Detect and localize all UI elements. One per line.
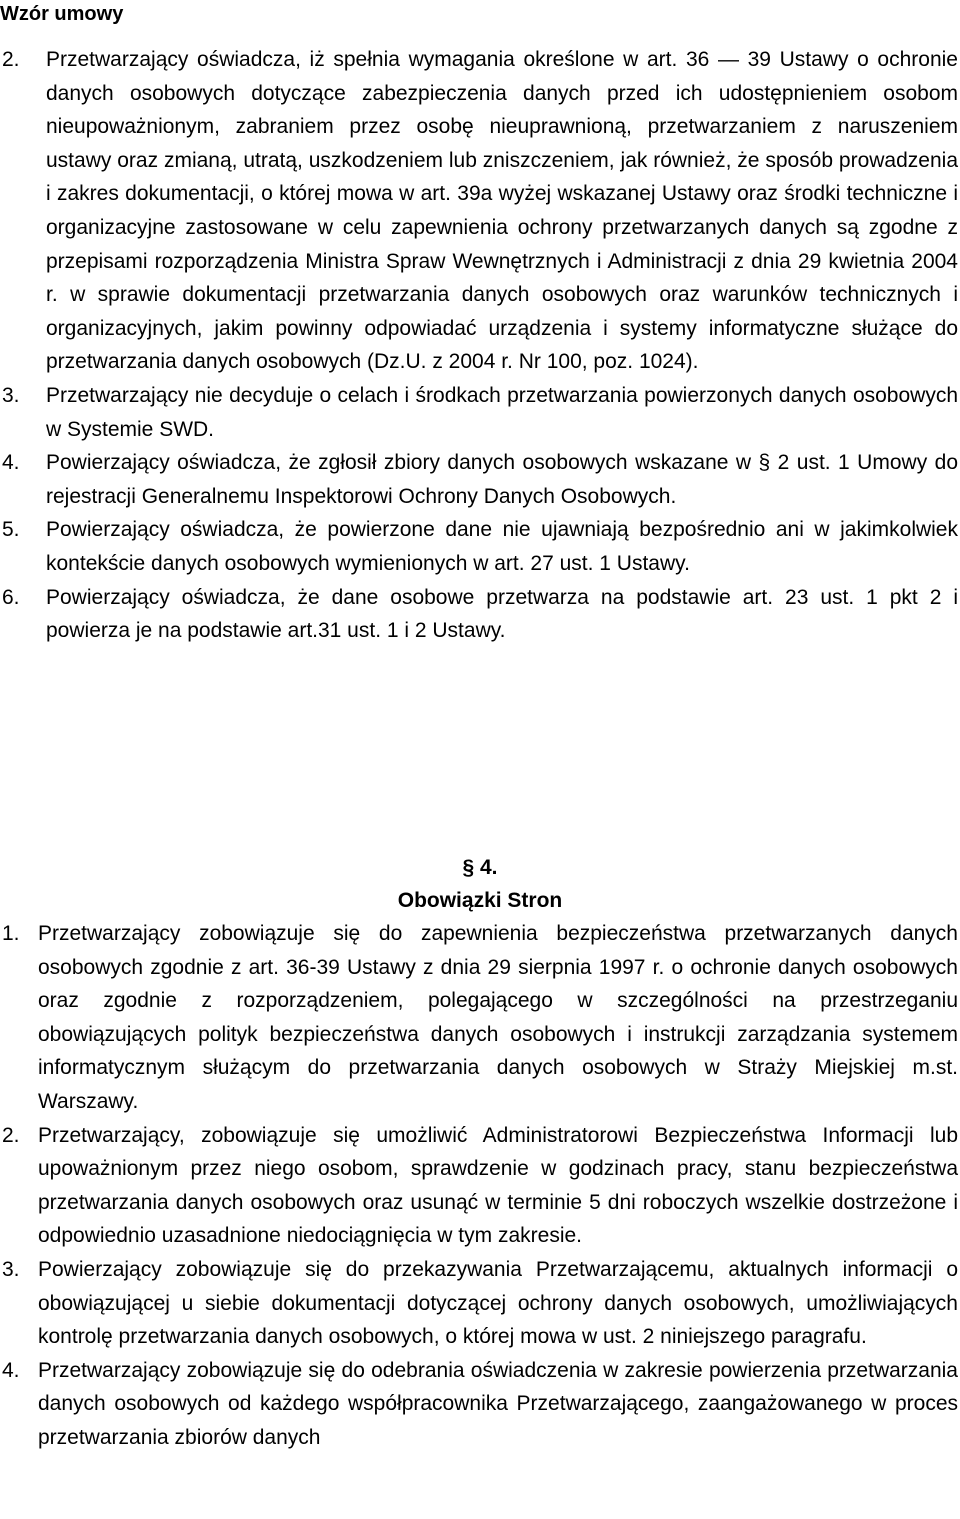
document-header: Wzór umowy	[0, 3, 124, 25]
clauses-list-before	[0, 43, 958, 648]
clause-number: 4.	[2, 451, 20, 475]
clause-text: Przetwarzający nie decyduje o celach i środkach przetwarzania powierzonych danych osobowych w Systemie SWD.	[46, 383, 958, 441]
clause-number: 3.	[2, 1257, 20, 1281]
clause-item	[0, 1119, 958, 1253]
clause-text: Powierzający zobowiązuje się do przekazywania Przetwarzającemu, aktualnych informacji o obowiązującej u siebie dokumentacji dotyczącej ochrony danych osobowych, umożliwiających kontrolę przetwarzania danych osobowych, o której mowa w ust. 2 niniejszego paragrafu.	[38, 1257, 958, 1349]
section-title: Obowiązki Stron	[397, 889, 563, 912]
clause-text: Powierzający oświadcza, że powierzone dane nie ujawniają bezpośrednio ani w jakimkolwiek kontekście danych osobowych wymienionych w art. 27 ust. 1 Ustawy.	[46, 518, 958, 575]
clause-number: 4.	[2, 1358, 20, 1382]
clause-number: 2.	[2, 1123, 20, 1147]
clause-item	[0, 1354, 958, 1455]
clause-text: Powierzający oświadcza, że zgłosił zbiory danych osobowych wskazane w § 2 ust. 1 Umowy do rejestracji Generalnemu Inspektorowi Ochrony Danych Osobowych.	[46, 451, 958, 508]
clause-number: 5.	[2, 518, 20, 542]
clause-number: 6.	[2, 585, 20, 609]
clause-number: 3.	[2, 383, 20, 407]
clause-text: Przetwarzający zobowiązuje się do odebrania oświadczenia w zakresie powierzenia przetwarzania danych osobowych od każdego współpracownika Przetwarzającego, zaangażowanego w proces przetwarzania zbiorów danych	[38, 1358, 958, 1449]
clause-number: 1.	[2, 922, 20, 945]
clause-text: Powierzający oświadcza, że dane osobowe przetwarza na podstawie art. 23 ust. 1 pkt 2 i powierza je na podstawie art.31 ust. 1 i 2 Ustawy.	[46, 585, 958, 643]
clause-text: Przetwarzający zobowiązuje się do zapewnienia bezpieczeństwa przetwarzanych danych osobowych zgodnie z art. 36-39 Ustawy z dnia 29 sierpnia 1997 r. o ochronie danych osobowych oraz zgodnie z rozporządzeniem, polegającego w szczególności na przestrzeganiu obowiązujących polityk bezpieczeństwa danych osobowych i instrukcji zarządzania systemem informatycznym służącym do przetwarzania danych osobowych w Straży Miejskiej m.st. Warszawy.	[38, 922, 958, 1113]
clause-text: Przetwarzający, zobowiązuje się umożliwić Administratorowi Bezpieczeństwa Informacji lub upoważnionym przez niego osobom, sprawdzenie w godzinach pracy, stanu bezpieczeństwa przetwarzania danych osobowych oraz usunąć w terminie 5 dni roboczych wszelkie dostrzeżone i odpowiednio uzasadnione niedociągnięcia w tym zakresie.	[38, 1123, 958, 1248]
clauses-list-after	[0, 917, 958, 1455]
clause-item	[0, 1253, 958, 1354]
section-number: § 4.	[462, 856, 498, 879]
clause-item	[0, 581, 958, 648]
clause-item	[0, 379, 958, 446]
clause-item	[0, 513, 958, 580]
clause-text: Przetwarzający oświadcza, iż spełnia wymagania określone w art. 36 — 39 Ustawy o ochronie danych osobowych dotyczące zabezpieczenia danych przed ich udostępnieniem osobom nieupoważnionym, zabraniem przez osobę nieuprawnioną, przetwarzaniem z naruszeniem ustawy oraz zmianą, utratą, uszkodzeniem lub zniszczeniem, jak również, że sposób prowadzenia i zakres dokumentacji, o której mowa w art. 39a wyżej wskazanej Ustawy oraz środki techniczne i organizacyjne zastosowane w celu zapewnienia ochrony przetwarzanych danych są zgodne z przepisami rozporządzenia Ministra Spraw Wewnętrznych i Administracji z dnia 29 kwietnia 2004 r. w sprawie dokumentacji przetwarzania danych osobowych oraz warunków technicznych i organizacyjnych, jakim powinny odpowiadać urządzenia i systemy informatyczne służące do przetwarzania danych osobowych (Dz.U. z 2004 r. Nr 100, poz. 1024).	[46, 48, 958, 374]
clause-item	[0, 917, 958, 1119]
clause-item	[0, 43, 958, 379]
clause-item	[0, 446, 958, 513]
clause-number: 2.	[2, 48, 20, 71]
